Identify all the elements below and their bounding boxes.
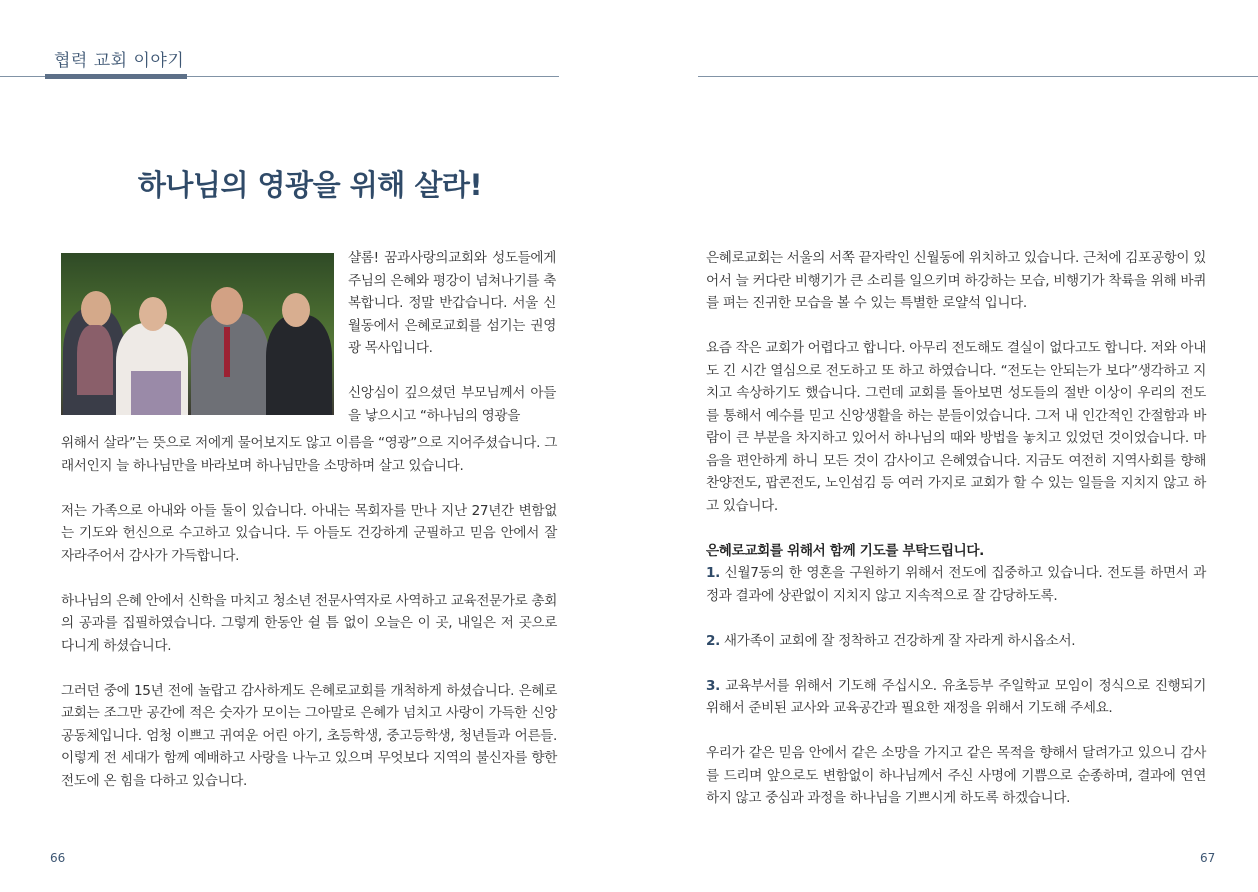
prayer-item-text: 교육부서를 위해서 기도해 주십시오. 유초등부 주일학교 모임이 정식으로 진행되기 위해서 준비된 교사와 교육공간과 필요한 재정을 위해서 기도해 주세요. bbox=[706, 677, 1206, 716]
closing-paragraph: 우리가 같은 믿음 안에서 같은 소망을 가지고 같은 목적을 향해서 달려가고 있으니 감사를 드리며 앞으로도 변함없이 하나님께서 주신 사명에 기쁨으로 순종하며, 결과에 연연하지 않고 중심과 과정을 하나님을 기쁘시게 하도록 하겠습니다. bbox=[706, 745, 1206, 806]
header-rule-right bbox=[698, 76, 1258, 77]
prayer-item-number: 1. bbox=[706, 565, 720, 581]
prayer-item bbox=[706, 562, 1206, 607]
section-label: 협력 교회 이야기 bbox=[54, 51, 185, 71]
paragraph: 위해서 살라”는 뜻으로 저에게 물어보지도 않고 이름을 “영광”으로 지어주셨습니다. 그래서인지 늘 하나님만을 바라보며 하나님만을 소망하며 살고 있습니다. bbox=[61, 435, 557, 474]
paragraph: 하나님의 은혜 안에서 신학을 마치고 청소년 전문사역자로 사역하고 교육전문가로 총회의 공과를 집필하였습니다. 그렇게 한동안 쉴 틈 없이 오늘은 이 곳, 내일은 저 곳으로 다니게 하셨습니다. bbox=[61, 592, 557, 654]
paragraph: 요즘 작은 교회가 어렵다고 합니다. 아무리 전도해도 결실이 없다고도 합니다. 저와 아내도 긴 시간 열심으로 전도하고 또 하고 하였습니다. “전도는 안되는가 보다”생각하고 지치고 속상하기도 했습니다. 그런데 교회를 돌아보면 성도들의 절반 이상이 우리의 전도를 통해서 예수를 믿고 신앙생활을 하는 분들이었습니다. 그저 내 인간적인 간절함과 바람이 큰 부분을 차지하고 있어서 하나님의 때와 방법을 놓치고 있었던 것이었습니다. 마음을 편안하게 하니 모든 것이 감사이고 은혜였습니다. 지금도 여전히 지역사회를 향해 찬양전도, 팝콘전도, 노인섬김 등 여러 가지로 교회가 할 수 있는 일들을 지치지 않고 하고 있습니다. bbox=[706, 340, 1206, 514]
paragraph: 저는 가족으로 아내와 아들 둘이 있습니다. 아내는 목회자를 만나 지난 27년간 변함없는 기도와 헌신으로 수고하고 있습니다. 두 아들도 건강하게 군필하고 믿음 안에서 잘 자라주어서 감사가 가득합니다. bbox=[61, 502, 557, 564]
page-title: 하나님의 영광을 위해 살라! bbox=[137, 168, 483, 203]
intro-wrap-text bbox=[348, 247, 556, 427]
prayer-item-text: 새가족이 교회에 잘 정착하고 건강하게 잘 자라게 하시옵소서. bbox=[719, 632, 1076, 649]
prayer-item-text: 신월7동의 한 영혼을 구원하기 위해서 전도에 집중하고 있습니다. 전도를 하면서 과정과 결과에 상관없이 지치지 않고 지속적으로 잘 감당하도록. bbox=[706, 565, 1206, 604]
paragraph: 그러던 중에 15년 전에 놀랍고 감사하게도 은혜로교회를 개척하게 하셨습니다. 은혜로교회는 조그만 공간에 적은 숫자가 모이는 그아말로 은혜가 넘치고 사랑이 가득한 신앙공동체입니다. 엄청 이쁘고 귀여운 어린 아기, 초등학생, 중고등학생, 청년들과 어른들. 이렇게 전 세대가 함께 예배하고 사랑을 나누고 있으며 무엇보다 지역의 불신자를 향한 전도에 온 힘을 다하고 있습니다. bbox=[61, 682, 557, 789]
prayer-item-number: 3. bbox=[706, 677, 720, 694]
header-rule-accent bbox=[45, 74, 187, 79]
paragraph: 샬롬! 꿈과사랑의교회와 성도들에게 주님의 은혜와 평강이 넘쳐나기를 축복합니다. 정말 반갑습니다. 서울 신월동에서 은혜로교회를 섬기는 권영광 목사입니다. bbox=[348, 250, 556, 356]
family-photo bbox=[61, 253, 334, 415]
paragraph: 은혜로교회는 서울의 서쪽 끝자락인 신월동에 위치하고 있습니다. 근처에 김포공항이 있어서 늘 커다란 비행기가 큰 소리를 일으키며 하강하는 모습, 비행기가 착륙을 위해 바퀴를 펴는 진귀한 모습을 볼 수 있는 특별한 로얄석 입니다. bbox=[706, 250, 1206, 311]
page-number-left: 66 bbox=[50, 851, 66, 865]
prayer-item-number: 2. bbox=[706, 632, 720, 649]
prayer-heading: 은혜로교회를 위해서 함께 기도를 부탁드립니다. bbox=[706, 542, 984, 559]
left-page-body bbox=[61, 432, 557, 792]
prayer-item bbox=[706, 630, 1206, 653]
prayer-item bbox=[706, 675, 1206, 720]
paragraph: 신앙심이 깊으셨던 부모님께서 아들을 낳으시고 “하나님의 영광을 bbox=[348, 385, 556, 424]
right-page-body bbox=[706, 247, 1206, 810]
page-number-right: 67 bbox=[1200, 851, 1216, 865]
